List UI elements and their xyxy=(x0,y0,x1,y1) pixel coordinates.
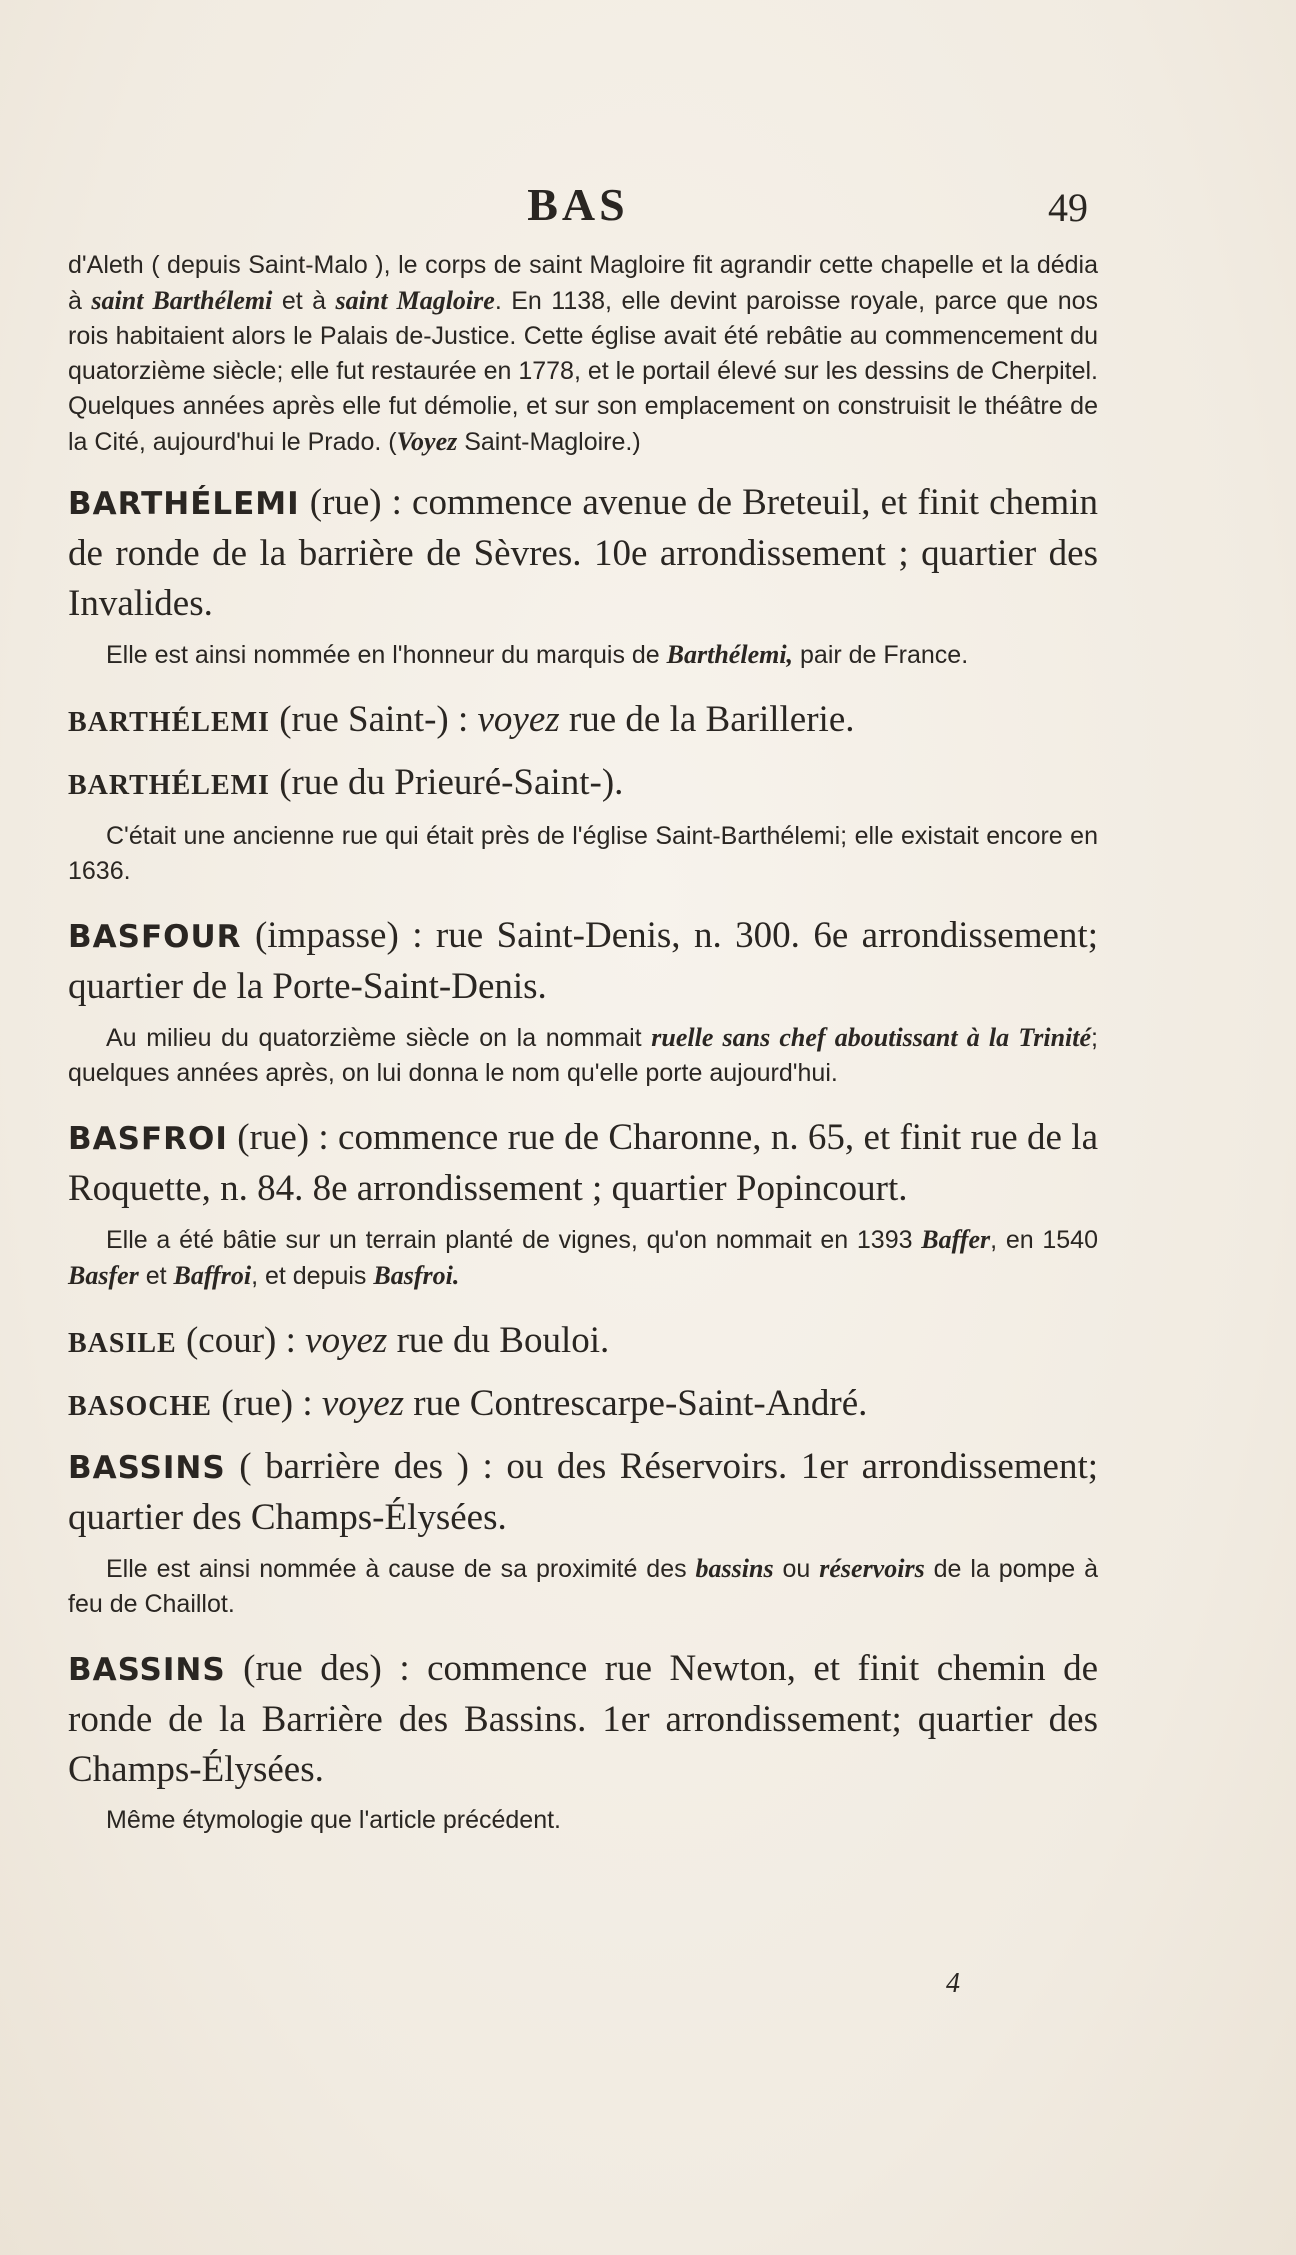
entry-text: (rue) : xyxy=(211,1383,322,1424)
italic-run: voyez xyxy=(477,699,560,740)
entry-headword: BASSINS xyxy=(68,1652,226,1688)
entry-headword: BASFOUR xyxy=(68,919,242,955)
entry-text: (rue) : commence avenue de Breteuil, et finit chemin de ronde de la barrière de Sèvres. 10e arrondissement ; quartier des Invalides. xyxy=(68,482,1098,624)
note-basfour xyxy=(68,1020,1098,1091)
italic-run: saint Magloire xyxy=(335,286,495,315)
text-run: . En 1138, elle devint paroisse royale, parce que nos rois habitaient alors le Palais de-Justice. Cette église avait été rebâtie au commencement du quatorzième siècle; elle fut restaurée en 1778, et le portail élevé sur les dessins de Cherpitel. Quelques années après elle fut démolie, et sur son emplacement on construisit le théâtre de la Cité, aujourd'hui le Prado. ( xyxy=(68,287,1099,456)
text-run: ou xyxy=(773,1555,820,1583)
entry-headword: BARTHÉLEMI xyxy=(68,770,270,801)
note-barthelemi-prieure xyxy=(68,819,1098,889)
entry-barthelemi xyxy=(68,478,1098,629)
italic-run: saint Barthélemi xyxy=(91,286,273,315)
note-bassins-barriere xyxy=(68,1551,1098,1622)
entry-headword: BASSINS xyxy=(68,1450,226,1486)
italic-run: Baffroi xyxy=(173,1261,252,1290)
text-run: pair de France. xyxy=(793,641,969,669)
page-content xyxy=(68,248,1098,1860)
italic-run: réservoirs xyxy=(819,1554,925,1583)
italic-run: Basfer xyxy=(68,1261,139,1290)
entry-text: ( barrière des ) : ou des Réservoirs. 1er arrondissement; quartier des Champs-Élysées. xyxy=(68,1446,1098,1538)
entry-text: (rue des) : commence rue Newton, et finit chemin de ronde de la Barrière des Bassins. 1er arrondissement; quartier des Champs-Élysées. xyxy=(68,1648,1098,1790)
note-bassins-rue xyxy=(68,1803,1098,1838)
text-run: Elle est ainsi nommée en l'honneur du marquis de xyxy=(106,641,667,669)
running-head: BAS xyxy=(527,179,629,230)
note-barthelemi xyxy=(68,637,1098,673)
entry-barthelemi-prieure xyxy=(68,758,1098,811)
entry-text: rue de la Barillerie. xyxy=(559,699,855,740)
text-run: et xyxy=(138,1262,174,1290)
note-basfroi xyxy=(68,1222,1098,1294)
entry-text: (impasse) : rue Saint-Denis, n. 300. 6e arrondissement; quartier de la Porte-Saint-Denis. xyxy=(68,915,1098,1007)
text-run: , et depuis xyxy=(251,1262,374,1290)
entry-headword: BASOCHE xyxy=(68,1391,212,1422)
page-header xyxy=(68,178,1088,238)
entry-text: rue Contrescarpe-Saint-André. xyxy=(404,1383,868,1424)
entry-headword: BARTHÉLEMI xyxy=(68,486,300,522)
italic-run: Basfroi. xyxy=(373,1261,460,1290)
entry-basile xyxy=(68,1316,1098,1369)
entry-bassins-rue xyxy=(68,1644,1098,1795)
text-run: Elle est ainsi nommée à cause de sa proximité des xyxy=(106,1555,696,1583)
italic-run: ruelle sans chef aboutissant à la Trinité xyxy=(651,1023,1092,1052)
entry-bassins-barriere xyxy=(68,1442,1098,1543)
entry-headword: BASILE xyxy=(68,1328,177,1359)
text-run: C'était une ancienne rue qui était près de l'église Saint-Barthélemi; elle existait encore en 1636. xyxy=(68,822,1098,885)
text-run: d'Aleth ( depuis Saint-Malo ), le corps de saint Magloire fit agrandir cette chapelle et la dédia à xyxy=(68,251,1098,315)
text-run: et à xyxy=(272,287,336,315)
entry-barthelemi-saint xyxy=(68,695,1098,748)
entry-text: (rue du Prieuré-Saint-). xyxy=(269,762,624,803)
signature-mark: 4 xyxy=(946,1968,960,1999)
italic-run: voyez xyxy=(305,1320,388,1361)
text-run: , en 1540 xyxy=(990,1226,1098,1254)
italic-run: voyez xyxy=(321,1383,405,1424)
entry-basfour xyxy=(68,911,1098,1012)
text-run: ; quelques années après, on lui donna le nom qu'elle porte aujourd'hui. xyxy=(68,1024,1098,1087)
continued-paragraph xyxy=(68,248,1098,460)
entry-text: (rue Saint-) : xyxy=(269,699,478,740)
text-run: de la pompe à feu de Chaillot. xyxy=(68,1555,1098,1618)
italic-run: Barthélemi, xyxy=(666,640,794,669)
entry-headword: BASFROI xyxy=(68,1121,228,1157)
text-run: Elle a été bâtie sur un terrain planté de vignes, qu'on nommait en 1393 xyxy=(106,1226,922,1254)
italic-run: Baffer xyxy=(921,1225,991,1254)
text-run: Saint-Magloire.) xyxy=(457,428,641,456)
italic-run: Voyez xyxy=(396,427,458,456)
entry-basoche xyxy=(68,1379,1098,1432)
page-number: 49 xyxy=(1048,185,1088,230)
entry-basfroi xyxy=(68,1113,1098,1214)
entry-headword: BARTHÉLEMI xyxy=(68,707,270,738)
text-run: Au milieu du quatorzième siècle on la nommait xyxy=(106,1024,652,1052)
text-run: Même étymologie que l'article précédent. xyxy=(106,1806,562,1834)
entry-text: rue du Bouloi. xyxy=(387,1320,610,1361)
italic-run: bassins xyxy=(695,1554,774,1583)
entry-text: (cour) : xyxy=(176,1320,306,1361)
entry-text: (rue) : commence rue de Charonne, n. 65, et finit rue de la Roquette, n. 84. 8e arrondissement ; quartier Popincourt. xyxy=(68,1117,1098,1209)
